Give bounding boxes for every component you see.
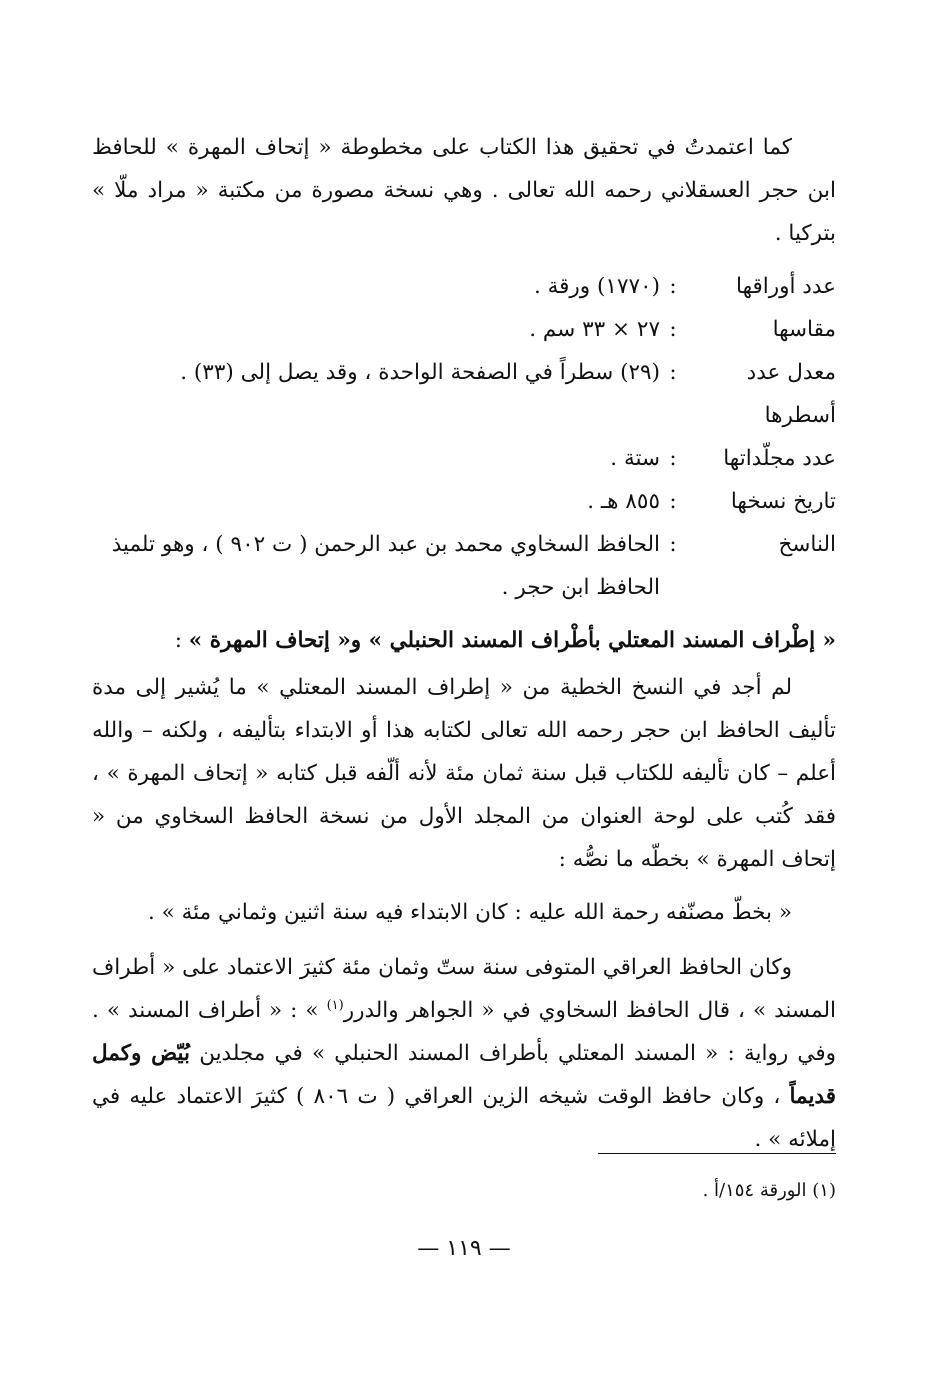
manuscript-colon: : xyxy=(669,489,677,514)
manuscript-label: تاريخ نسخها xyxy=(730,489,836,514)
section-heading-colon: : xyxy=(174,628,189,653)
footnote-divider xyxy=(598,1153,836,1154)
manuscript-label: مقاسها xyxy=(772,317,836,342)
paragraph-iraqi-text-3: ، وكان حافظ الوقت شيخه الزين العراقي ( ت ٨٠٦ ) كثيرَ الاعتماد عليه في إملائه » . xyxy=(92,1084,836,1152)
paragraph-composition-date: لم أجد في النسخ الخطية من « إطراف المسند المعتلي » ما يُشير إلى مدة تأليف الحافظ ابن حجر رحمه الله تعالى لكتابه هذا أو الابتداء بتأليفه ، ولكنه – والله أعلم – كان تأليفه للكتاب قبل سنة ثمان مئة لأنه ألّفه قبل كتابه « إتحاف المهرة » ، فقد كُتب على لوحة العنوان من المجلد الأول من نسخة الحافظ السخاوي من « إتحاف المهرة » بخطّه ما نصُّه : xyxy=(92,675,836,872)
manuscript-row-folios xyxy=(92,265,836,308)
paragraph-iraqi-text-2: » : « أطراف المسند » . وفي رواية : « المسند المعتلي بأطراف المسند الحنبلي » في مجلدين xyxy=(92,998,836,1066)
manuscript-label: الناسخ xyxy=(778,532,836,557)
manuscript-colon: : xyxy=(669,532,677,557)
manuscript-label: عدد أوراقها xyxy=(736,274,836,299)
manuscript-row-volumes xyxy=(92,437,836,480)
manuscript-value: (٢٩) سطراً في الصفحة الواحدة ، وقد يصل إلى (٣٣) . xyxy=(180,360,660,385)
manuscript-value: (١٧٧٠) ورقة . xyxy=(533,274,660,299)
section-heading xyxy=(92,619,836,662)
manuscript-row-size xyxy=(92,308,836,351)
manuscript-label: عدد مجلّداتها xyxy=(723,446,836,471)
manuscript-row-date xyxy=(92,480,836,523)
manuscript-colon: : xyxy=(669,360,677,385)
manuscript-value: الحافظ السخاوي محمد بن عبد الرحمن ( ت ٩٠٢ ) ، وهو تلميذ الحافظ ابن حجر . xyxy=(111,532,660,600)
paragraph-iraqi xyxy=(92,946,836,1161)
manuscript-row-lines xyxy=(92,351,836,437)
manuscript-colon: : xyxy=(669,317,677,342)
page-body xyxy=(92,126,836,1161)
manuscript-row-copyist xyxy=(92,523,836,609)
footnote-text: (١) الورقة ١٥٤/أ . xyxy=(702,1180,836,1201)
manuscript-label: معدل عدد أسطرها xyxy=(746,360,836,428)
manuscript-colon: : xyxy=(669,274,677,299)
manuscript-value: ٢٧ × ٣٣ سم . xyxy=(529,317,660,342)
manuscript-description-table xyxy=(92,265,836,609)
footnote-reference: (١) xyxy=(326,997,344,1013)
manuscript-colon: : xyxy=(669,446,677,471)
paragraph-iraqi-bold: بُيّض وكمل قديماً xyxy=(92,1041,836,1109)
paragraph-iraqi-text-1: وكان الحافظ العراقي المتوفى سنة ستّ وثمان مئة كثيرَ الاعتماد على « أطراف المسند » ، قال الحافظ السخاوي في « الجواهر والدرر xyxy=(92,955,836,1023)
manuscript-value: ٨٥٥ هـ . xyxy=(587,489,660,514)
quoted-inscription: « بخطّ مصنّفه رحمة الله عليه : كان الابتداء فيه سنة اثنين وثماني مئة » . xyxy=(147,900,792,925)
section-heading-title: « إطْراف المسند المعتلي بأطْراف المسند الحنبلي » و« إتحاف المهرة » xyxy=(188,628,836,653)
page-number: — ١١٩ — xyxy=(417,1236,511,1261)
manuscript-value: ستة . xyxy=(610,446,660,471)
intro-paragraph: كما اعتمدتُ في تحقيق هذا الكتاب على مخطوطة « إتحاف المهرة » للحافظ ابن حجر العسقلاني رحمه الله تعالى . وهي نسخة مصورة من مكتبة « مراد ملّا » بتركيا . xyxy=(92,135,836,246)
